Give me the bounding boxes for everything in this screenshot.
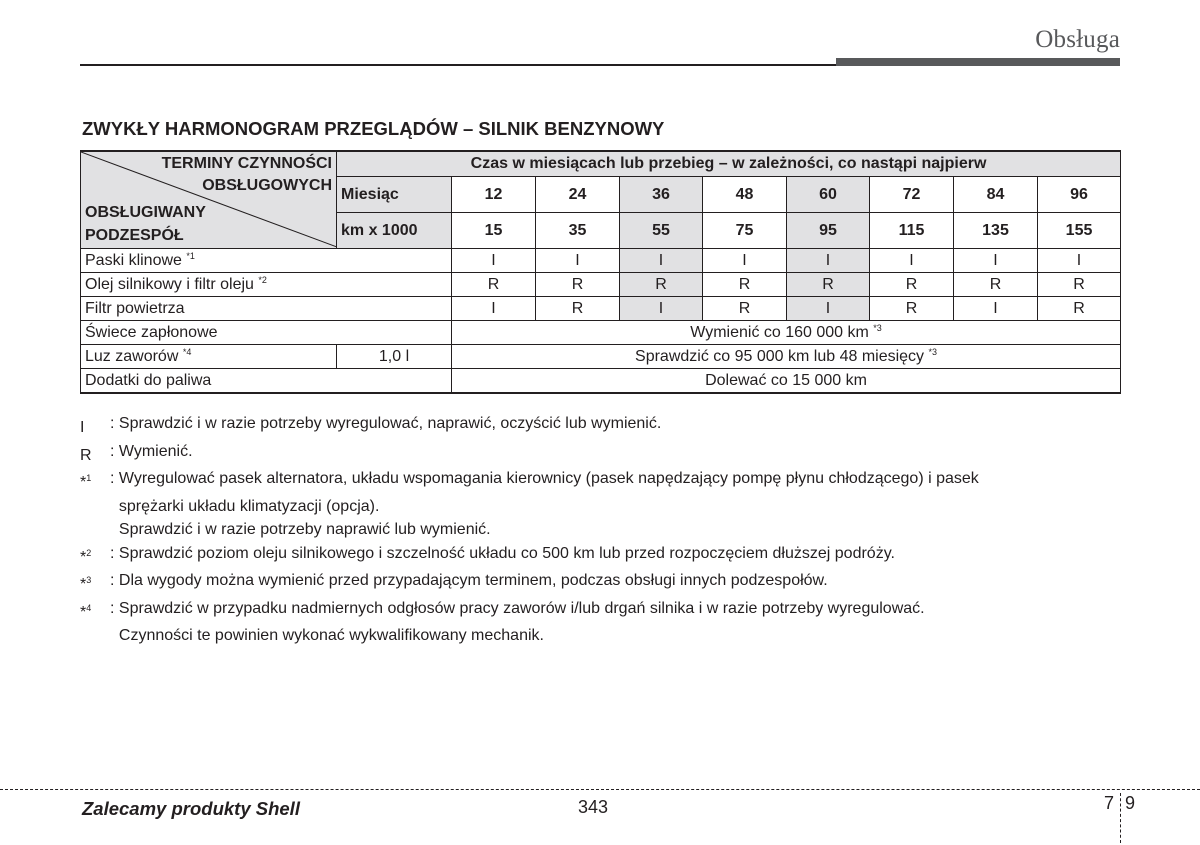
schedule-cell: I — [620, 249, 703, 273]
months-label: Miesiąc — [337, 177, 452, 213]
note-text: Czynności te powinien wykonać wykwalifikowany mechanik. — [118, 627, 544, 644]
table-row — [81, 249, 1121, 273]
page-number: 343 — [578, 797, 609, 817]
header-row-caption — [81, 151, 1121, 177]
schedule-cell: I — [620, 297, 703, 321]
month-cell: 36 — [620, 177, 703, 213]
schedule-cell: I — [870, 249, 954, 273]
fuel-additives-interval: Dolewać co 15 000 km — [452, 369, 1121, 394]
note-text: Sprawdzić i w razie potrzeby naprawić lub wymienić. — [118, 521, 491, 538]
km-cell: 75 — [703, 213, 787, 249]
month-cell: 60 — [787, 177, 870, 213]
note-line — [80, 542, 1130, 570]
note-key: I — [80, 419, 85, 436]
schedule-cell: R — [703, 297, 787, 321]
note-key — [80, 495, 110, 519]
schedule-cell: I — [1038, 249, 1121, 273]
schedule-cell: R — [452, 273, 536, 297]
footer-divider — [1120, 793, 1121, 843]
header-rule — [80, 64, 836, 66]
schedule-cell: I — [787, 249, 870, 273]
table-row — [81, 273, 1121, 297]
table-row-valve-clearance — [81, 345, 1121, 369]
section-heading: ZWYKŁY HARMONOGRAM PRZEGLĄDÓW – SILNIK BENZYNOWY — [82, 118, 665, 139]
note-line — [80, 412, 1130, 440]
note-line — [80, 569, 1130, 597]
spark-plugs-interval: Wymienić co 160 000 km $^{*3}$ — [452, 321, 1121, 345]
schedule-cell: R — [870, 273, 954, 297]
note-line — [80, 597, 1130, 625]
row-label: Filtr powietrza — [81, 297, 452, 321]
schedule-cell: I — [787, 297, 870, 321]
note-text: sprężarki układu klimatyzacji (opcja). — [118, 497, 380, 515]
row-label: Luz zaworów $^{*4}$ — [81, 345, 337, 369]
note-line — [80, 518, 1130, 542]
km-cell: 55 — [620, 213, 703, 249]
month-cell: 48 — [703, 177, 787, 213]
row-label: Świece zapłonowe — [81, 321, 452, 345]
km-cell: 155 — [1038, 213, 1121, 249]
schedule-cell: R — [1038, 297, 1121, 321]
note-key: *$^1$ — [80, 473, 92, 491]
km-cell: 115 — [870, 213, 954, 249]
schedule-cell: R — [536, 273, 620, 297]
table-row-spark-plugs — [81, 321, 1121, 345]
note-key: *$^2$ — [80, 547, 92, 566]
table-row-fuel-additives — [81, 369, 1121, 394]
km-cell: 15 — [452, 213, 536, 249]
footer-rule — [0, 789, 1200, 790]
row-label: Olej silnikowy i filtr oleju $^{*2}$ — [81, 273, 452, 297]
schedule-cell: I — [954, 249, 1038, 273]
note-key — [80, 624, 110, 648]
schedule-cell: I — [452, 297, 536, 321]
row-label: Paski klinowe $^{*1}$ — [81, 249, 452, 273]
note-key: R — [80, 446, 92, 464]
note-line — [80, 495, 1130, 519]
chapter-page-number: 9 — [1125, 793, 1136, 813]
km-cell: 35 — [536, 213, 620, 249]
note-text: : Wymienić. — [110, 442, 193, 460]
corner-bottom-label-1: OBSŁUGIWANY — [85, 204, 206, 221]
note-text: : Dla wygody można wymienić przed przypadającym terminem, podczas obsługi innych podzespołów. — [110, 572, 828, 589]
table-corner-cell — [81, 151, 337, 249]
schedule-cell: I — [954, 297, 1038, 321]
note-line — [80, 467, 1130, 495]
note-text: : Sprawdzić poziom oleju silnikowego i szczelność układu co 500 km lub przed rozpoczęciem dłuższej podróży. — [110, 544, 895, 562]
month-cell: 96 — [1038, 177, 1121, 213]
maintenance-schedule-table — [80, 150, 1121, 394]
note-line — [80, 624, 1130, 648]
schedule-cell: R — [703, 273, 787, 297]
chapter-number: 7 — [1104, 793, 1115, 813]
km-cell: 95 — [787, 213, 870, 249]
row-label: Dodatki do paliwa — [81, 369, 452, 394]
km-cell: 135 — [954, 213, 1038, 249]
km-label: km x 1000 — [337, 213, 452, 249]
engine-capacity: 1,0 l — [337, 345, 452, 369]
month-cell: 72 — [870, 177, 954, 213]
note-text: : Wyregulować pasek alternatora, układu wspomagania kierownicy (pasek napędzający pompę płynu chłodzącego) i pasek — [110, 470, 979, 487]
month-cell: 84 — [954, 177, 1038, 213]
schedule-cell: R — [870, 297, 954, 321]
valve-clearance-interval: Sprawdzić co 95 000 km lub 48 miesięcy $^{*3}$ — [452, 345, 1121, 369]
corner-top-label-1: TERMINY CZYNNOŚCI — [161, 155, 332, 172]
table-row — [81, 297, 1121, 321]
footer-brand: Zalecamy produkty Shell — [82, 798, 300, 819]
schedule-cell: R — [954, 273, 1038, 297]
header-rule-accent — [836, 58, 1120, 66]
schedule-cell: R — [620, 273, 703, 297]
note-key — [80, 518, 110, 542]
corner-bottom-label-2: PODZESPÓŁ — [85, 227, 184, 244]
schedule-cell: R — [536, 297, 620, 321]
note-text: : Sprawdzić i w razie potrzeby wyregulować, naprawić, oczyścić lub wymienić. — [110, 415, 662, 432]
month-cell: 24 — [536, 177, 620, 213]
month-cell: 12 — [452, 177, 536, 213]
note-text: : Sprawdzić w przypadku nadmiernych odgłosów pracy zaworów i/lub drgań silnika i w razie potrzeby wyregulować. — [110, 599, 925, 617]
interval-caption: Czas w miesiącach lub przebieg – w zależności, co nastąpi najpierw — [337, 151, 1121, 177]
note-key: *$^4$ — [80, 602, 92, 621]
note-key: *$^3$ — [80, 575, 92, 593]
schedule-cell: I — [452, 249, 536, 273]
schedule-cell: I — [536, 249, 620, 273]
schedule-cell: R — [1038, 273, 1121, 297]
running-header-title: Obsługa — [1035, 26, 1120, 53]
note-line — [80, 440, 1130, 468]
legend-notes — [80, 412, 1130, 648]
schedule-cell: R — [787, 273, 870, 297]
corner-top-label-2: OBSŁUGOWYCH — [202, 177, 332, 194]
schedule-cell: I — [703, 249, 787, 273]
